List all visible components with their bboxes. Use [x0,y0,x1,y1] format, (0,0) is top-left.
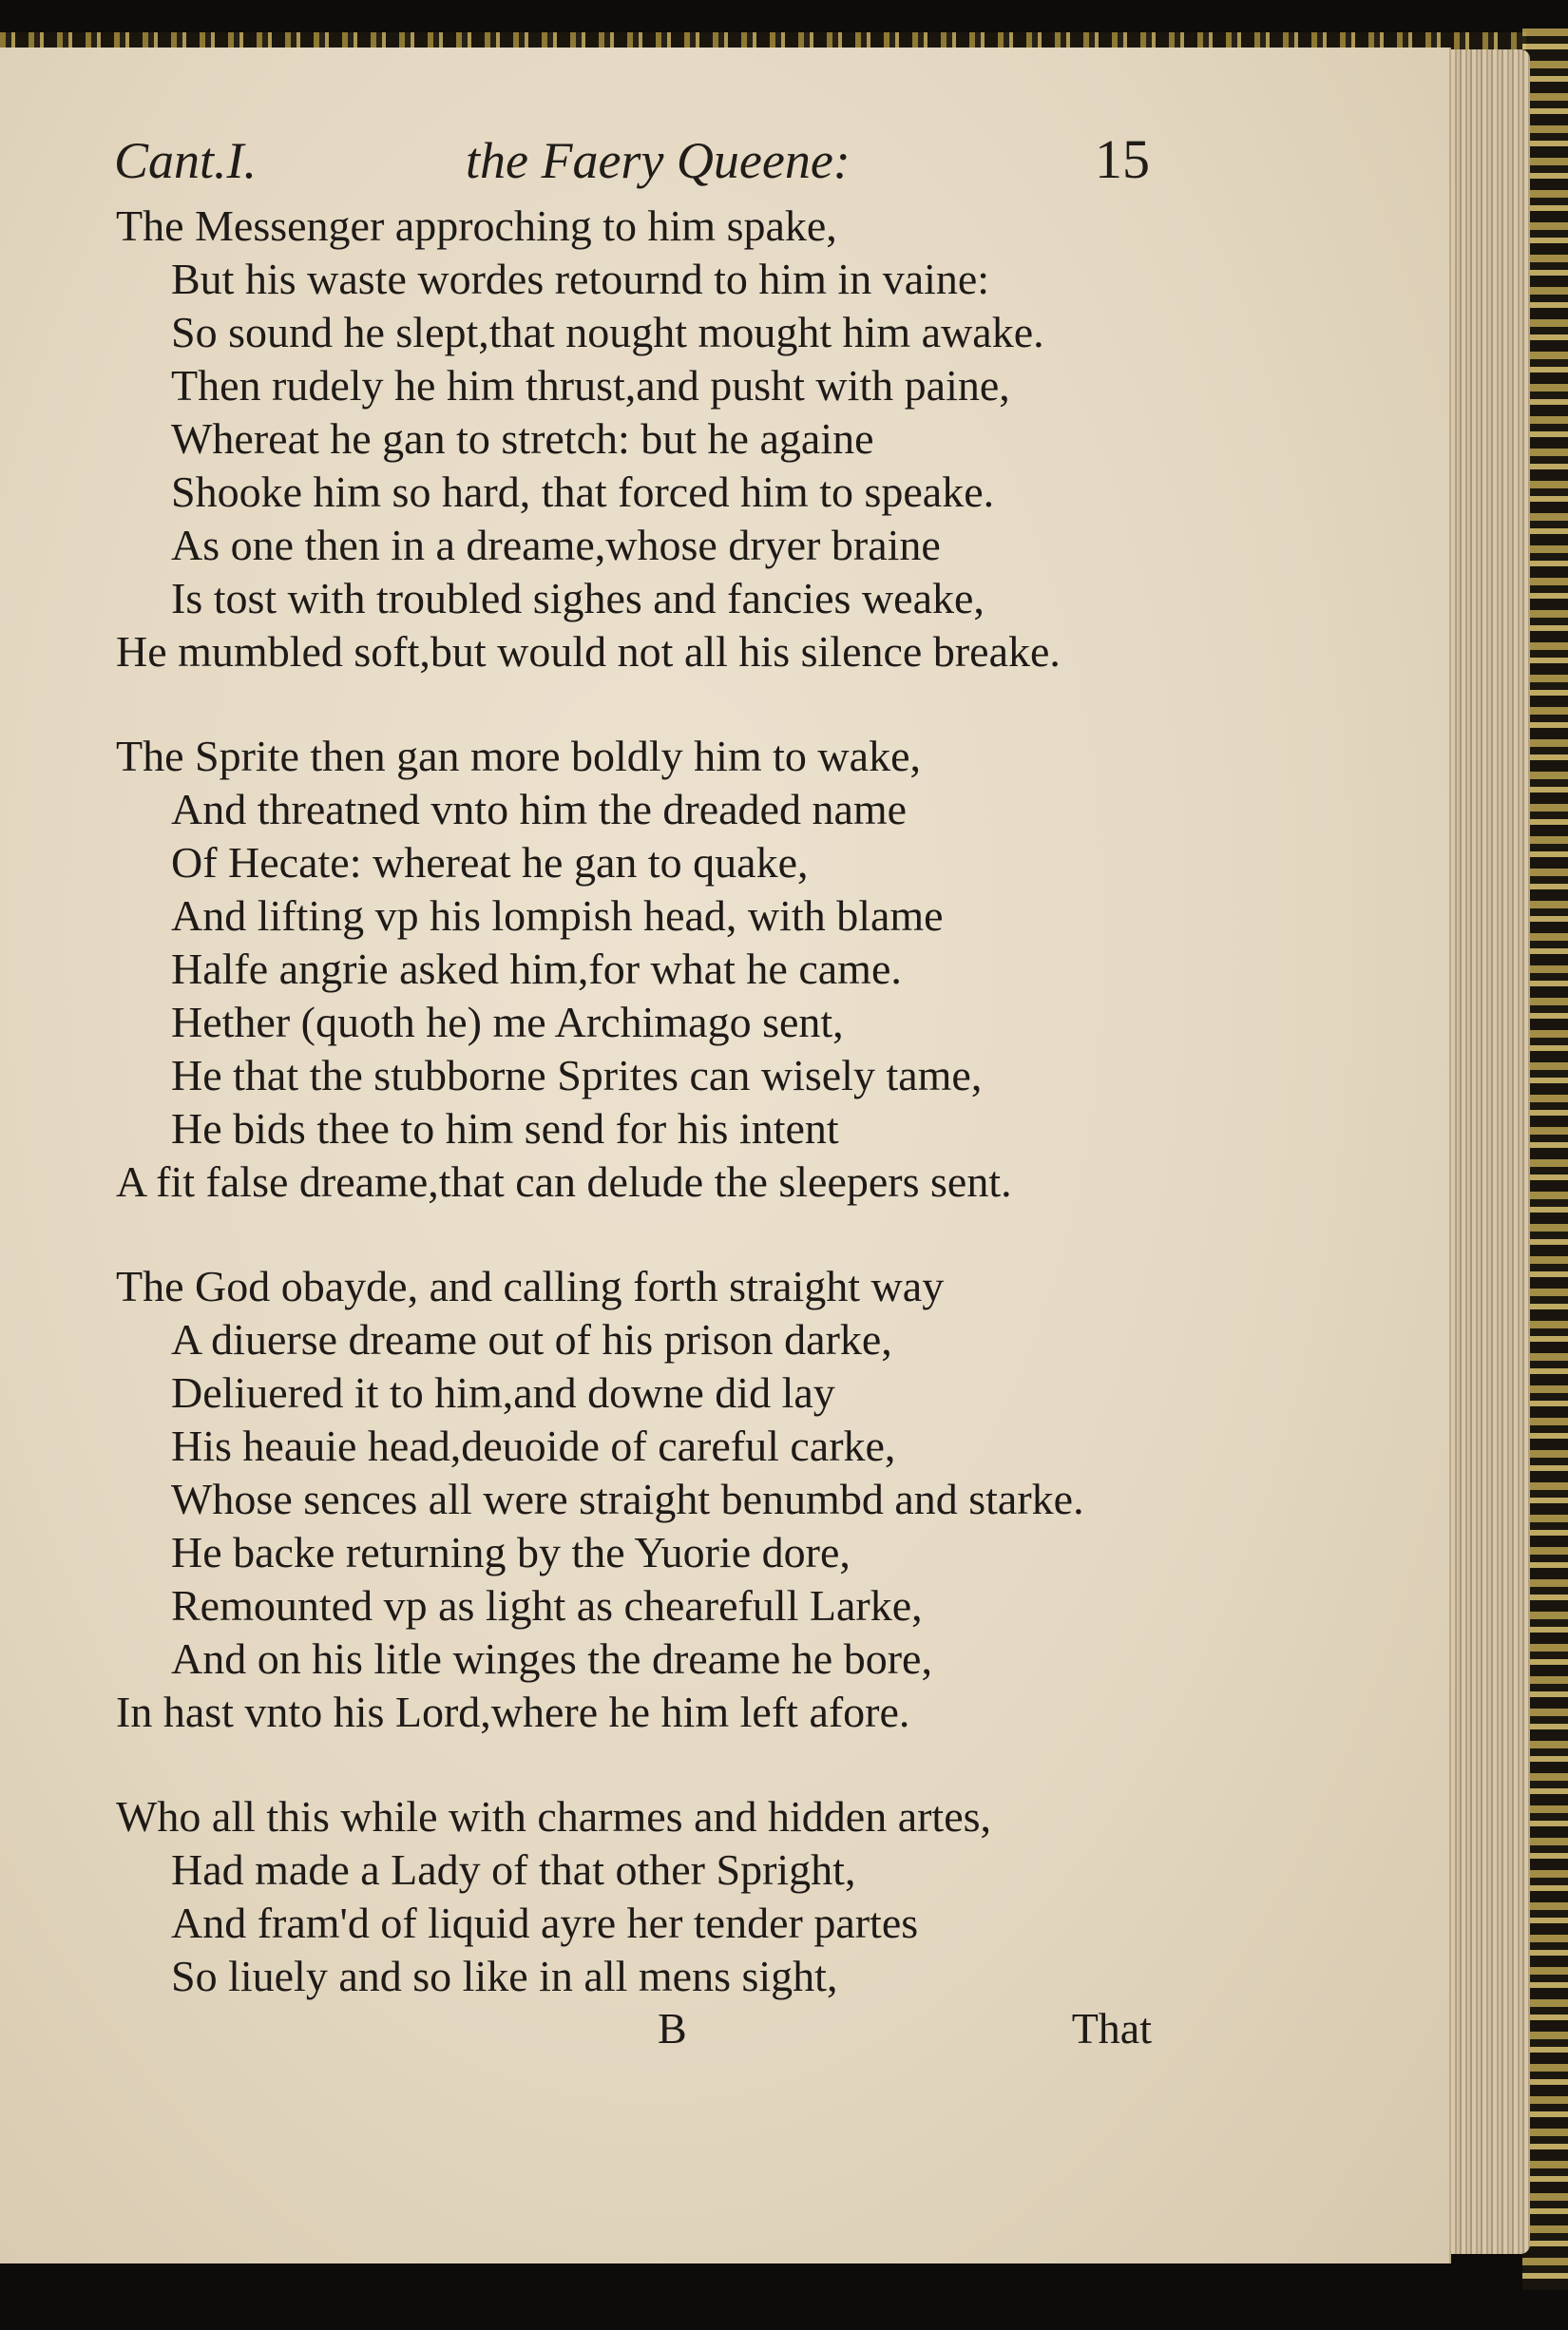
page-number: 15 [1095,128,1150,190]
verse-line: Then rudely he him thrust,and pusht with paine, [171,361,1010,410]
running-header [114,122,1150,207]
signature-mark: B [658,2004,687,2053]
verse-line: And lifting vp his lompish head, with blame [171,891,944,940]
verse-line: So liuely and so like in all mens sight, [171,1952,838,2000]
verse-line: In hast vnto his Lord,where he him left afore. [116,1688,910,1736]
verse-line: Whereat he gan to stretch: but he againe [171,414,874,463]
verse-line: Of Hecate: whereat he gan to quake, [171,838,809,887]
verse-line: So sound he slept,that nought mought him awake. [171,308,1044,356]
verse-line: And on his litle winges the dreame he bore, [171,1634,932,1683]
verse-line: Deliuered it to him,and downe did lay [171,1368,835,1417]
verse-line: He that the stubborne Sprites can wisely tame, [171,1051,983,1099]
verse-line: And fram'd of liquid ayre her tender partes [171,1899,919,1947]
verse-line: He mumbled soft,but would not all his silence breake. [116,627,1061,676]
verse-line: But his waste wordes retournd to him in vaine: [171,255,990,303]
verse-line: Is tost with troubled sighes and fancies weake, [171,574,985,622]
verse-line: Halfe angrie asked him,for what he came. [171,945,902,993]
verse-line: He bids thee to him send for his intent [171,1104,839,1153]
verse-line: As one then in a dreame,whose dryer braine [171,521,941,569]
page-footer [116,2003,1152,2070]
verse-line: Shooke him so hard, that forced him to speake. [171,468,995,516]
verse-line: Had made a Lady of that other Spright, [171,1845,856,1894]
verse-line: Hether (quoth he) me Archimago sent, [171,998,844,1046]
verse-line: Who all this while with charmes and hidden artes, [116,1792,992,1841]
verse-line: His heauie head,deuoide of careful carke, [171,1422,896,1470]
verse-line: The Sprite then gan more boldly him to wake, [116,732,921,780]
verse-line: A diuerse dreame out of his prison darke, [171,1315,892,1364]
stanza [116,200,1190,678]
verse-line: And threatned vnto him the dreaded name [171,785,908,833]
canto-label: Cant.I. [114,132,258,189]
running-title: the Faery Queene: [466,132,851,189]
verse-line: The Messenger approching to him spake, [116,201,837,250]
poem-text [116,200,1190,2054]
stanza [116,1260,1190,1739]
verse-line: He backe returning by the Yuorie dore, [171,1528,851,1576]
verse-line: A fit false dreame,that can delude the sleepers sent. [116,1157,1012,1206]
verse-line: Whose sences all were straight benumbd and starke. [171,1475,1084,1523]
catchword: That [1071,2004,1152,2053]
verse-line: Remounted vp as light as chearefull Larke, [171,1581,923,1630]
stanza [116,1790,1190,2003]
stanza [116,730,1190,1209]
verse-line: The God obayde, and calling forth straight way [116,1262,945,1310]
